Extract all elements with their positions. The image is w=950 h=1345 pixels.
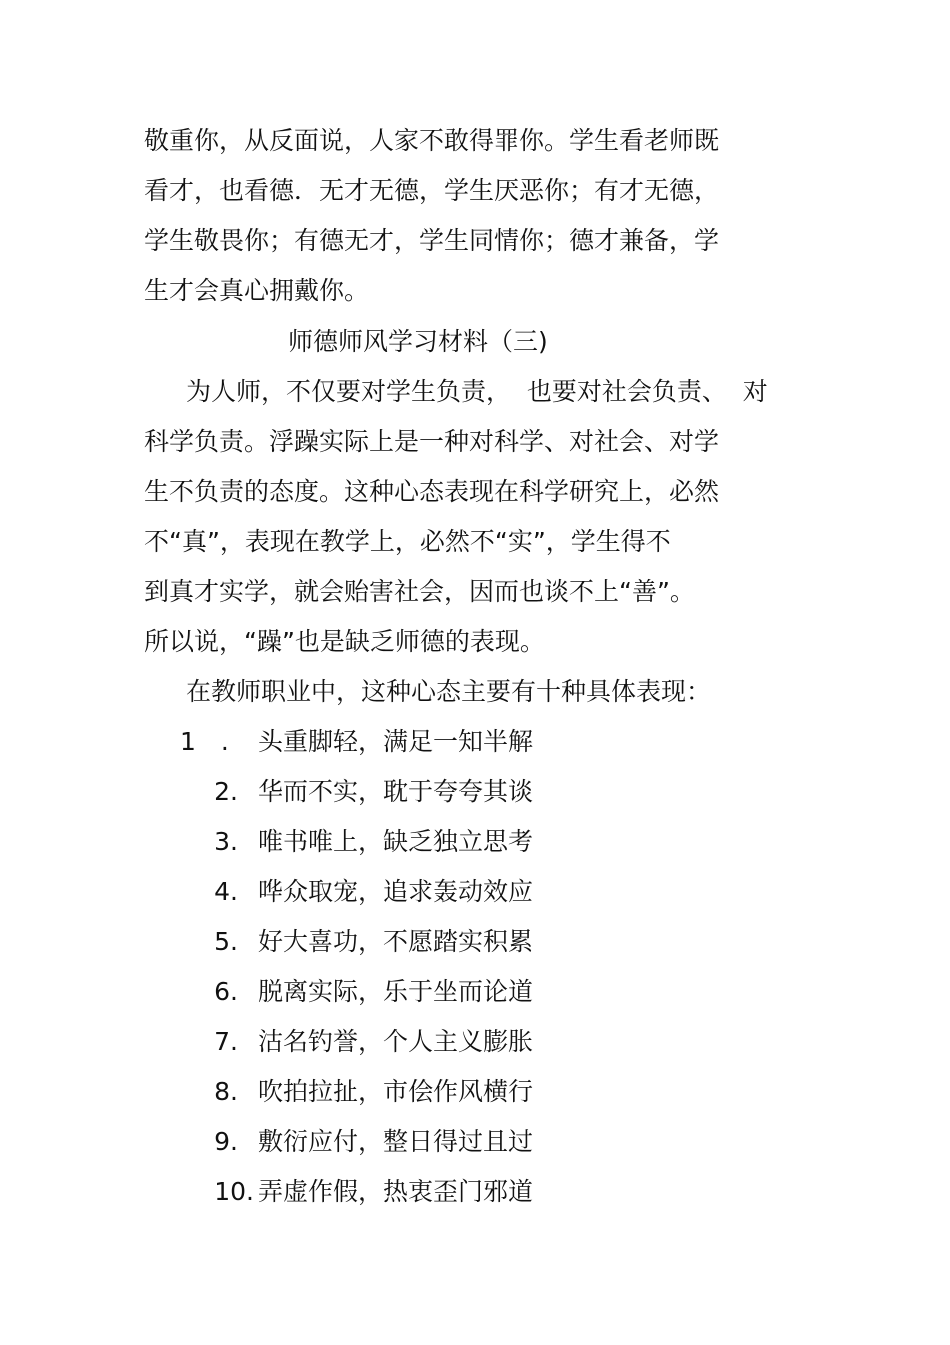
paragraph-line: 科学负责。浮躁实际上是一种对科学、对社会、对学 — [144, 427, 720, 456]
list-item-number: 8. — [214, 1077, 238, 1106]
list-item-number: 7. — [214, 1027, 238, 1056]
list-item-number: 10. — [214, 1177, 254, 1206]
list-item-text: 脱离实际，乐于坐而论道 — [258, 977, 534, 1006]
paragraph-line: 不“真”，表现在教学上，必然不“实”，学生得不 — [144, 527, 671, 556]
list-item-text: 好大喜功，不愿踏实积累 — [258, 927, 534, 956]
paragraph-line: 所以说，“躁”也是缺乏师德的表现。 — [144, 627, 545, 656]
list-item-number: 9. — [214, 1127, 238, 1156]
paragraph-line: 到真才实学，就会贻害社会，因而也谈不上“善”。 — [144, 577, 695, 606]
list-item-number: 3. — [214, 827, 238, 856]
list-item-number: 1 . — [180, 727, 229, 756]
paragraph-line: 生才会真心拥戴你。 — [144, 276, 370, 305]
list-item-text: 哗众取宠，追求轰动效应 — [258, 877, 534, 906]
list-item-text: 弄虚作假，热衷歪门邪道 — [258, 1177, 534, 1206]
list-item-text: 头重脚轻，满足一知半解 — [258, 727, 534, 756]
list-item-number: 6. — [214, 977, 238, 1006]
paragraph-line: 为人师，不仅要对学生负责， 也要对社会负责、 对 — [186, 377, 768, 406]
paragraph-line: 在教师职业中，这种心态主要有十种具体表现： — [186, 677, 712, 706]
list-item-text: 吹拍拉扯，市侩作风横行 — [258, 1077, 534, 1106]
section-title: 师德师风学习材料（三) — [288, 327, 548, 356]
list-item-text: 敷衍应付，整日得过且过 — [258, 1127, 534, 1156]
list-item-text: 沽名钓誉，个人主义膨胀 — [258, 1027, 534, 1056]
list-item-text: 唯书唯上，缺乏独立思考 — [258, 827, 534, 856]
list-item-number: 5. — [214, 927, 238, 956]
list-item-text: 华而不实，耽于夸夸其谈 — [258, 777, 534, 806]
list-item-number: 2. — [214, 777, 238, 806]
paragraph-line: 学生敬畏你；有德无才，学生同情你；德才兼备，学 — [144, 226, 720, 255]
paragraph-line: 看才，也看德．无才无德，学生厌恶你；有才无德， — [144, 176, 720, 205]
paragraph-line: 生不负责的态度。这种心态表现在科学研究上，必然 — [144, 477, 720, 506]
list-item-number: 4. — [214, 877, 238, 906]
paragraph-line: 敬重你，从反面说，人家不敢得罪你。学生看老师既 — [144, 126, 720, 155]
